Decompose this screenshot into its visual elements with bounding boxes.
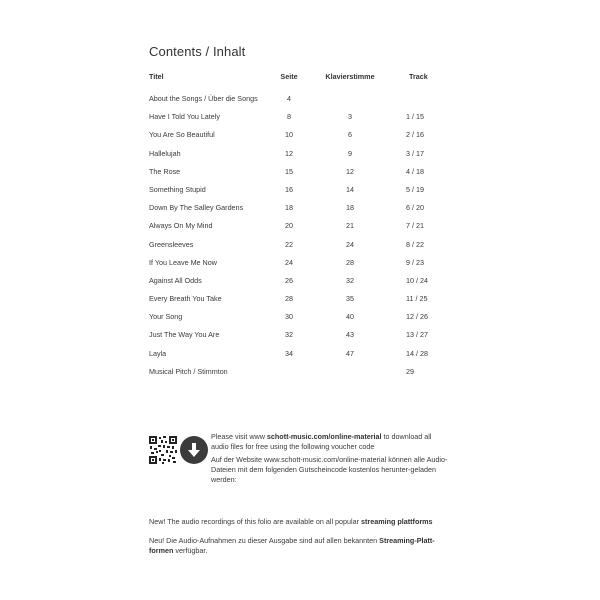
row-seite: 12 <box>285 148 293 158</box>
row-track: 12 / 26 <box>406 312 428 322</box>
table-row <box>149 258 449 276</box>
table-row <box>149 149 449 167</box>
row-track: 14 / 28 <box>406 348 428 358</box>
row-track: 7 / 21 <box>406 221 424 231</box>
row-title: Against All Odds <box>149 275 202 285</box>
table-row <box>149 167 449 185</box>
table-row <box>149 349 449 367</box>
voucher-link[interactable]: schott-music.com/online-material <box>266 432 382 441</box>
row-klavierstimme: 21 <box>346 221 354 231</box>
row-title: Have I Told You Lately <box>149 112 220 122</box>
row-title: Musical Pitch / Stimmton <box>149 366 228 376</box>
header-title: Titel <box>149 72 164 81</box>
row-title: The Rose <box>149 166 181 176</box>
row-track: 5 / 19 <box>406 184 424 194</box>
row-klavierstimme: 12 <box>346 166 354 176</box>
row-title: Every Breath You Take <box>149 294 222 304</box>
table-row <box>149 367 449 385</box>
row-title: Always On My Mind <box>149 221 213 231</box>
row-track: 8 / 22 <box>406 239 424 249</box>
table-header-row <box>149 72 449 94</box>
streaming-notice-en: New! The audio recordings of this folio are available on all popular streaming plattforms <box>149 517 433 526</box>
row-seite: 18 <box>285 203 293 213</box>
row-track: 6 / 20 <box>406 203 424 213</box>
row-title: You Are So Beautiful <box>149 130 215 140</box>
row-seite: 28 <box>285 294 293 304</box>
row-klavierstimme: 35 <box>346 294 354 304</box>
qr-code-icon <box>149 436 177 464</box>
row-seite: 20 <box>285 221 293 231</box>
table-row <box>149 130 449 148</box>
row-track: 11 / 25 <box>406 294 428 304</box>
row-klavierstimme: 24 <box>346 239 354 249</box>
row-klavierstimme: 9 <box>348 148 352 158</box>
header-track: Track <box>409 72 428 81</box>
contents-table <box>149 72 449 385</box>
streaming-notice <box>149 517 449 565</box>
row-title: Greensleeves <box>149 239 194 249</box>
row-klavierstimme: 43 <box>346 330 354 340</box>
row-track: 29 <box>406 366 414 376</box>
table-row <box>149 312 449 330</box>
row-track: 10 / 24 <box>406 275 428 285</box>
table-row <box>149 330 449 348</box>
row-title: Your Song <box>149 312 183 322</box>
table-row <box>149 240 449 258</box>
table-row <box>149 294 449 312</box>
row-title: If You Leave Me Now <box>149 257 217 267</box>
row-seite: 8 <box>287 112 291 122</box>
row-seite: 16 <box>285 184 293 194</box>
row-title: Just The Way You Are <box>149 330 220 340</box>
voucher-text <box>211 432 449 488</box>
header-klavierstimme: Klavierstimme <box>325 72 375 81</box>
table-row <box>149 185 449 203</box>
row-seite: 24 <box>285 257 293 267</box>
streaming-notice-de: Neu! Die Audio-Aufnahmen zu dieser Ausgabe sind auf allen bekannten Streaming-Platt-formen verfügbar. <box>149 536 435 555</box>
row-track: 1 / 15 <box>406 112 424 122</box>
row-track: 4 / 18 <box>406 166 424 176</box>
row-track: 13 / 27 <box>406 330 428 340</box>
row-title: About the Songs / Über die Songs <box>149 94 258 103</box>
row-seite: 4 <box>287 94 291 103</box>
row-seite: 34 <box>285 348 293 358</box>
row-track: 9 / 23 <box>406 257 424 267</box>
row-klavierstimme: 6 <box>348 130 352 140</box>
download-icon <box>180 436 208 464</box>
contents-rows <box>149 94 449 385</box>
table-row <box>149 276 449 294</box>
table-row <box>149 94 449 112</box>
row-seite: 10 <box>285 130 293 140</box>
table-row <box>149 203 449 221</box>
row-seite: 26 <box>285 275 293 285</box>
row-title: Down By The Salley Gardens <box>149 203 244 213</box>
row-seite: 30 <box>285 312 293 322</box>
voucher-section <box>149 432 449 492</box>
table-row <box>149 221 449 239</box>
row-seite: 15 <box>285 166 293 176</box>
page-title: Contents / Inhalt <box>149 44 246 59</box>
table-row <box>149 112 449 130</box>
row-title: Something Stupid <box>149 184 206 194</box>
header-seite: Seite <box>280 72 298 81</box>
voucher-text-en: Please visit www schott-music.com/online-material to download all audio files for free using the following voucher code <box>211 432 432 451</box>
voucher-text-de: Auf der Website www.schott-music.com/online-material können alle Audio-Dateien mit dem folgenden Gutscheincode kostenlos herunter-geladen werden: <box>211 455 448 484</box>
row-seite: 32 <box>285 330 293 340</box>
row-track: 2 / 16 <box>406 130 424 140</box>
row-klavierstimme: 47 <box>346 348 354 358</box>
row-title: Layla <box>149 348 167 358</box>
row-klavierstimme: 3 <box>348 112 352 122</box>
row-klavierstimme: 14 <box>346 184 354 194</box>
row-track: 3 / 17 <box>406 148 424 158</box>
row-seite: 22 <box>285 239 293 249</box>
row-klavierstimme: 32 <box>346 275 354 285</box>
row-klavierstimme: 40 <box>346 312 354 322</box>
row-title: Hallelujah <box>149 148 181 158</box>
row-klavierstimme: 28 <box>346 257 354 267</box>
row-klavierstimme: 18 <box>346 203 354 213</box>
